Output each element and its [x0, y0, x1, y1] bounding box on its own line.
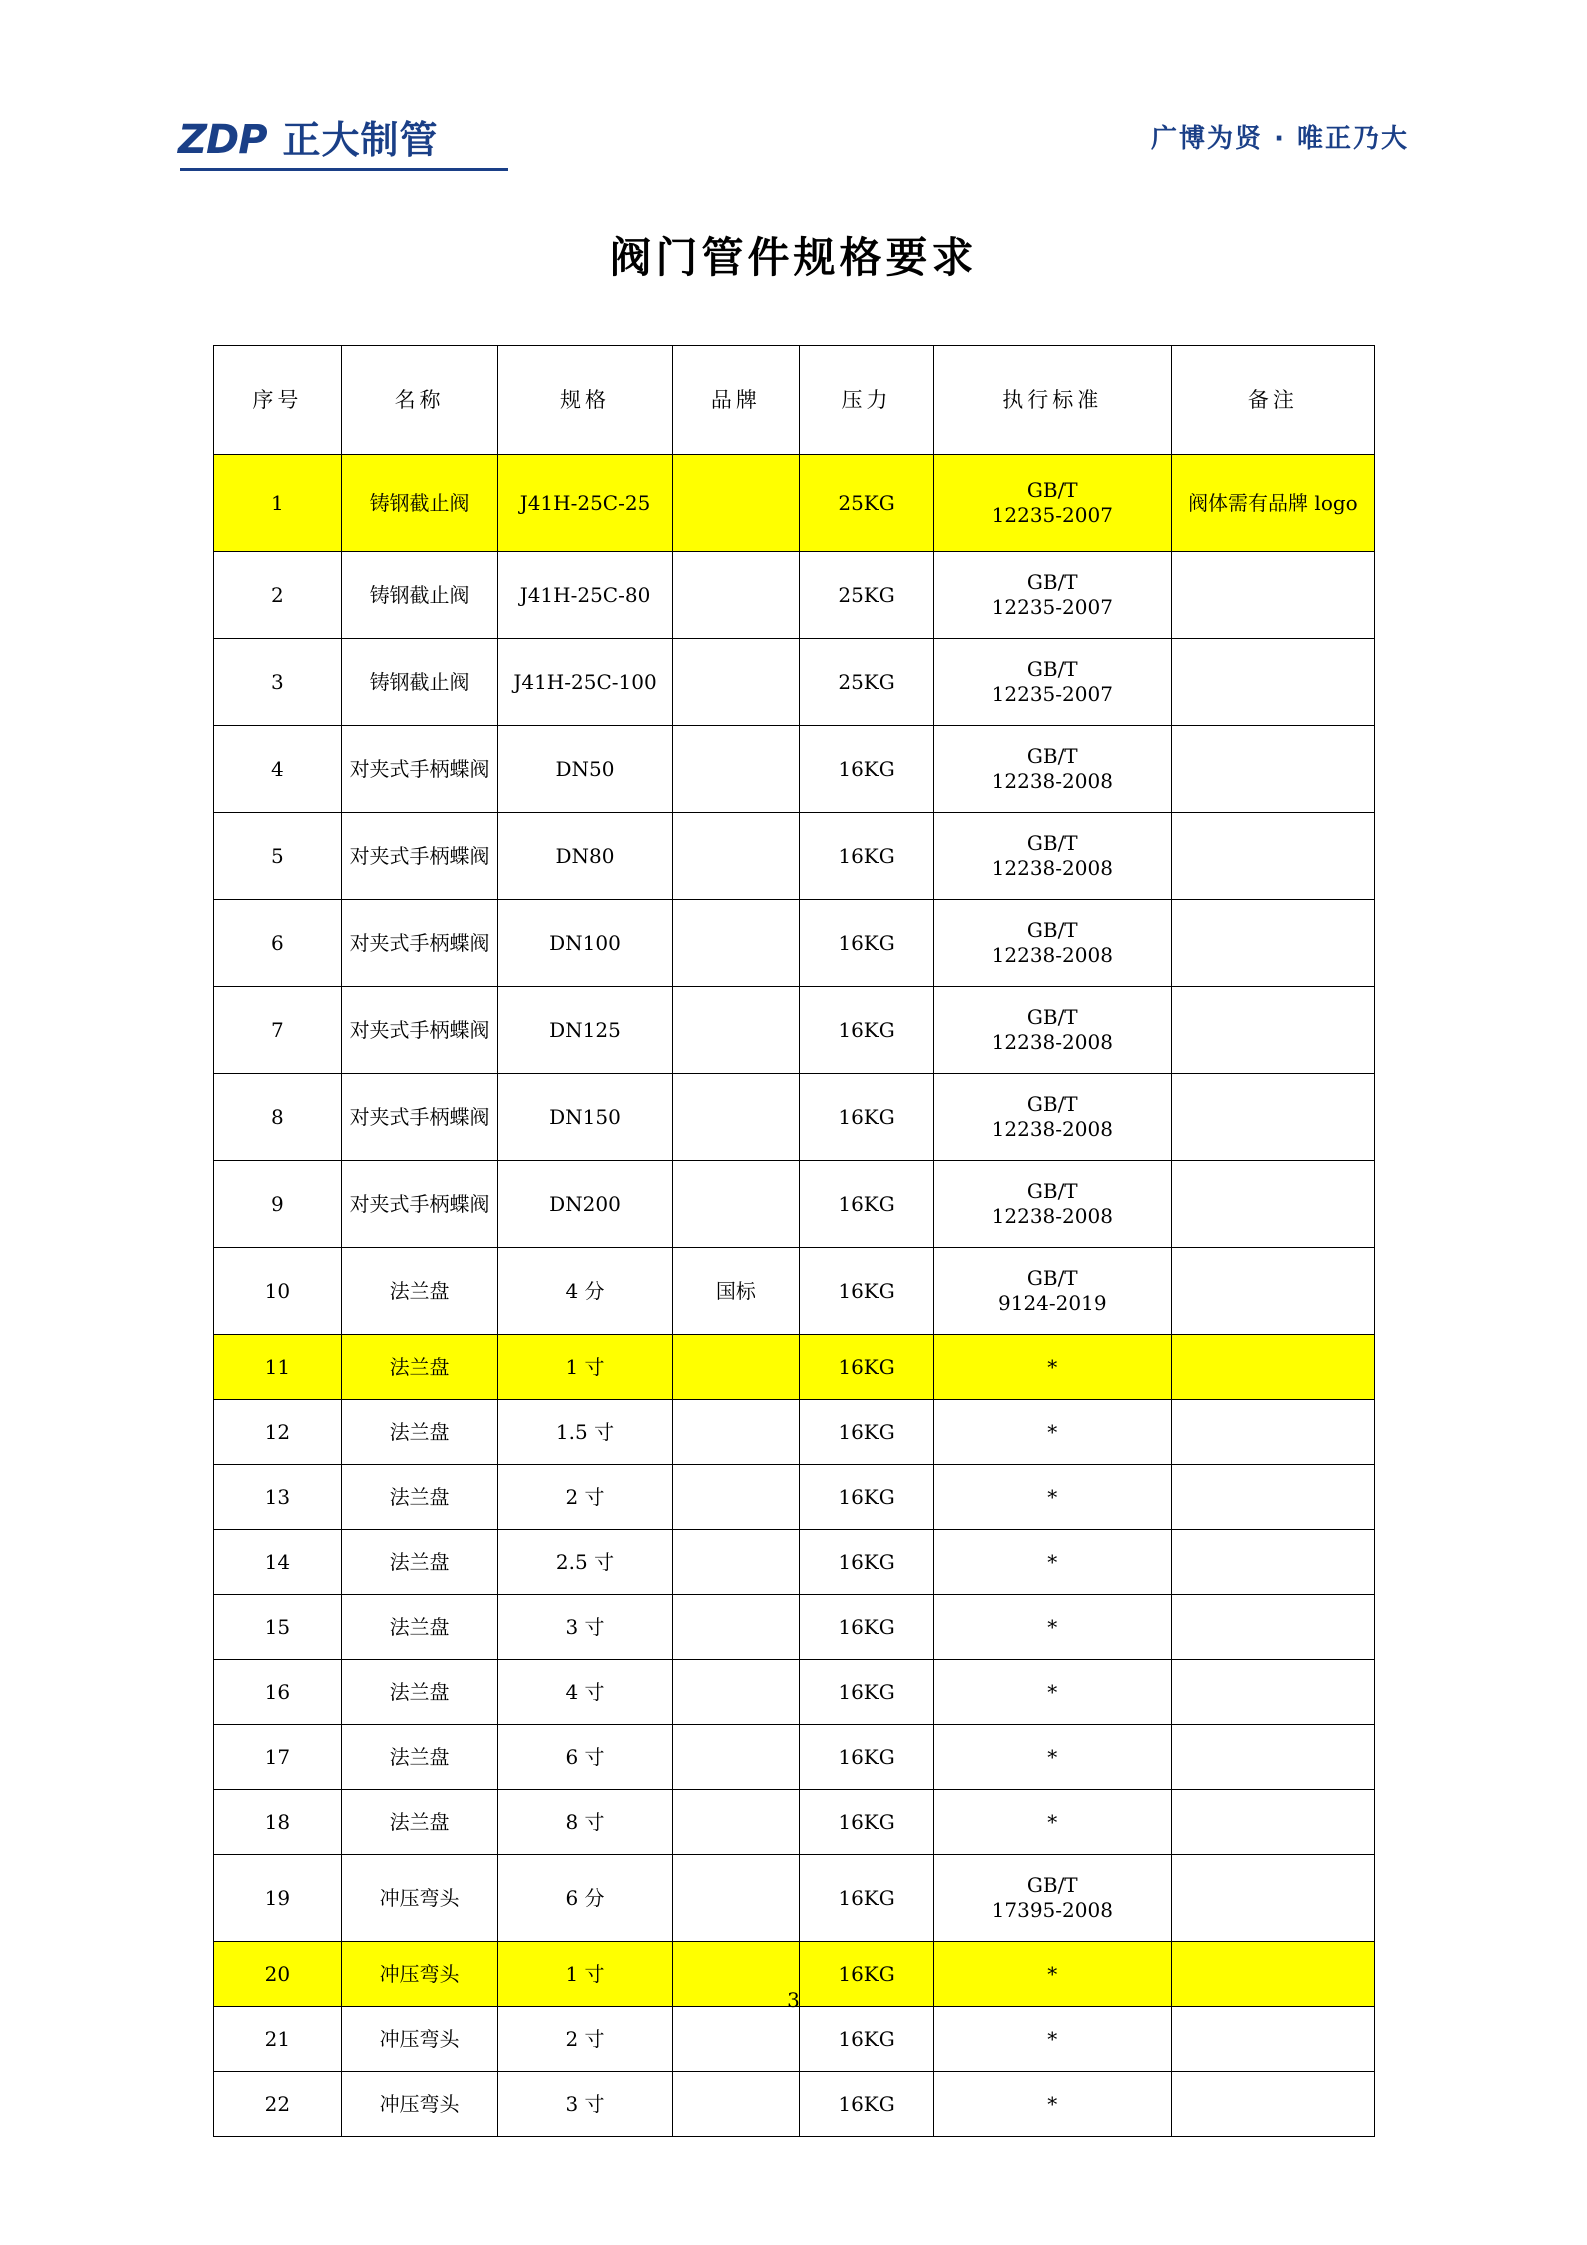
cell-name: 法兰盘: [341, 1530, 498, 1595]
cell-no: 20: [214, 1942, 342, 2007]
cell-name: 冲压弯头: [341, 2072, 498, 2137]
cell-no: 13: [214, 1465, 342, 1530]
table-row: [214, 813, 1375, 900]
table-row: [214, 1465, 1375, 1530]
cell-standard: [933, 1790, 1171, 1855]
cell-brand: [672, 900, 800, 987]
cell-remark: [1171, 1790, 1374, 1855]
cell-spec: DN125: [498, 987, 672, 1074]
table-row: [214, 1074, 1375, 1161]
cell-pressure: 16KG: [800, 1790, 934, 1855]
table-row: [214, 1400, 1375, 1465]
column-header-no: 序号: [214, 346, 342, 455]
header-divider-rule: [180, 168, 508, 171]
standard-line-1: GB/T: [1026, 918, 1078, 942]
cell-remark: [1171, 1400, 1374, 1465]
standard-line-1: *: [1047, 1354, 1058, 1379]
cell-name: 冲压弯头: [341, 2007, 498, 2072]
standard-line-2: 12235-2007: [991, 503, 1113, 527]
cell-standard: [933, 1725, 1171, 1790]
standard-line-1: *: [1047, 1419, 1058, 1444]
cell-spec: 6 分: [498, 1855, 672, 1942]
cell-spec: DN200: [498, 1161, 672, 1248]
cell-no: 18: [214, 1790, 342, 1855]
cell-remark: [1171, 639, 1374, 726]
cell-pressure: 16KG: [800, 1942, 934, 2007]
table-row: [214, 900, 1375, 987]
cell-standard: [933, 726, 1171, 813]
table-row: [214, 1660, 1375, 1725]
standard-line-1: GB/T: [1026, 1266, 1078, 1290]
standard-line-2: 9124-2019: [998, 1291, 1107, 1315]
cell-pressure: 16KG: [800, 1855, 934, 1942]
cell-standard: [933, 1465, 1171, 1530]
cell-brand: [672, 1790, 800, 1855]
cell-spec: DN150: [498, 1074, 672, 1161]
cell-pressure: 16KG: [800, 1161, 934, 1248]
spec-table-body: [214, 455, 1375, 2137]
cell-remark: [1171, 2072, 1374, 2137]
cell-pressure: 16KG: [800, 987, 934, 1074]
cell-remark: [1171, 1074, 1374, 1161]
cell-pressure: 16KG: [800, 726, 934, 813]
cell-no: 14: [214, 1530, 342, 1595]
column-header-brand: 品牌: [672, 346, 800, 455]
standard-line-1: *: [1047, 1961, 1058, 1986]
cell-no: 1: [214, 455, 342, 552]
standard-line-1: *: [1047, 1809, 1058, 1834]
standard-line-2: 12238-2008: [991, 1204, 1113, 1228]
cell-standard: [933, 813, 1171, 900]
cell-remark: [1171, 1248, 1374, 1335]
cell-no: 15: [214, 1595, 342, 1660]
standard-line-1: *: [1047, 1484, 1058, 1509]
standard-line-1: GB/T: [1026, 1005, 1078, 1029]
cell-no: 2: [214, 552, 342, 639]
cell-name: 法兰盘: [341, 1660, 498, 1725]
column-header-pressure: 压力: [800, 346, 934, 455]
cell-brand: [672, 1855, 800, 1942]
cell-brand: [672, 552, 800, 639]
cell-name: 法兰盘: [341, 1248, 498, 1335]
cell-remark: [1171, 726, 1374, 813]
standard-line-1: GB/T: [1026, 1873, 1078, 1897]
page-title: 阀门管件规格要求: [609, 233, 978, 282]
cell-remark: [1171, 552, 1374, 639]
cell-no: 12: [214, 1400, 342, 1465]
company-slogan: 广博为贤 · 唯正乃大: [1151, 124, 1409, 154]
cell-no: 11: [214, 1335, 342, 1400]
standard-line-2: 12238-2008: [991, 769, 1113, 793]
cell-standard: [933, 2072, 1171, 2137]
table-row: [214, 726, 1375, 813]
standard-line-2: 17395-2008: [991, 1898, 1113, 1922]
cell-brand: [672, 1161, 800, 1248]
cell-brand: [672, 2007, 800, 2072]
cell-pressure: 16KG: [800, 1530, 934, 1595]
cell-brand: [672, 639, 800, 726]
standard-line-1: GB/T: [1026, 570, 1078, 594]
cell-standard: [933, 1530, 1171, 1595]
cell-name: 冲压弯头: [341, 1942, 498, 2007]
standard-line-1: GB/T: [1026, 1179, 1078, 1203]
table-row: [214, 1790, 1375, 1855]
table-row: [214, 1855, 1375, 1942]
cell-no: 5: [214, 813, 342, 900]
table-header-row: [214, 346, 1375, 455]
cell-no: 16: [214, 1660, 342, 1725]
cell-spec: 3 寸: [498, 2072, 672, 2137]
cell-no: 17: [214, 1725, 342, 1790]
table-row: [214, 987, 1375, 1074]
cell-name: 法兰盘: [341, 1335, 498, 1400]
cell-spec: 4 寸: [498, 1660, 672, 1725]
standard-line-1: GB/T: [1026, 744, 1078, 768]
document-header: [178, 110, 1409, 180]
cell-brand: [672, 455, 800, 552]
cell-pressure: 16KG: [800, 2072, 934, 2137]
cell-pressure: 16KG: [800, 2007, 934, 2072]
cell-standard: [933, 1161, 1171, 1248]
logo-company-name: 正大制管: [282, 118, 439, 162]
cell-name: 铸钢截止阀: [341, 639, 498, 726]
cell-name: 法兰盘: [341, 1400, 498, 1465]
logo-mark-text: ZDP: [178, 117, 267, 163]
cell-brand: [672, 1400, 800, 1465]
cell-spec: DN100: [498, 900, 672, 987]
cell-pressure: 16KG: [800, 1465, 934, 1530]
cell-pressure: 16KG: [800, 1595, 934, 1660]
cell-spec: 2.5 寸: [498, 1530, 672, 1595]
cell-remark: [1171, 1530, 1374, 1595]
cell-spec: 6 寸: [498, 1725, 672, 1790]
cell-spec: DN80: [498, 813, 672, 900]
cell-brand: [672, 2072, 800, 2137]
cell-remark: [1171, 1660, 1374, 1725]
cell-standard: [933, 1660, 1171, 1725]
cell-pressure: 16KG: [800, 1335, 934, 1400]
cell-brand: [672, 1465, 800, 1530]
cell-remark: [1171, 2007, 1374, 2072]
standard-line-2: 12235-2007: [991, 682, 1113, 706]
cell-remark: [1171, 900, 1374, 987]
cell-no: 7: [214, 987, 342, 1074]
company-logo: [178, 110, 439, 170]
cell-brand: [672, 813, 800, 900]
cell-spec: DN50: [498, 726, 672, 813]
standard-line-1: GB/T: [1026, 478, 1078, 502]
cell-name: 对夹式手柄蝶阀: [341, 813, 498, 900]
standard-line-1: GB/T: [1026, 1092, 1078, 1116]
standard-line-2: 12238-2008: [991, 1117, 1113, 1141]
cell-no: 8: [214, 1074, 342, 1161]
column-header-remark: 备注: [1171, 346, 1374, 455]
cell-no: 19: [214, 1855, 342, 1942]
standard-line-1: GB/T: [1026, 657, 1078, 681]
column-header-standard: 执行标准: [933, 346, 1171, 455]
cell-no: 21: [214, 2007, 342, 2072]
cell-brand: [672, 1074, 800, 1161]
table-row: [214, 1530, 1375, 1595]
table-row: [214, 2007, 1375, 2072]
cell-name: 对夹式手柄蝶阀: [341, 726, 498, 813]
cell-spec: 8 寸: [498, 1790, 672, 1855]
cell-standard: [933, 1335, 1171, 1400]
cell-brand: [672, 1660, 800, 1725]
cell-spec: J41H-25C-100: [498, 639, 672, 726]
cell-pressure: 16KG: [800, 900, 934, 987]
cell-spec: 2 寸: [498, 1465, 672, 1530]
cell-no: 9: [214, 1161, 342, 1248]
cell-no: 6: [214, 900, 342, 987]
cell-spec: 3 寸: [498, 1595, 672, 1660]
cell-pressure: 16KG: [800, 1400, 934, 1465]
cell-remark: [1171, 1161, 1374, 1248]
page-number: 3: [787, 1988, 800, 2012]
cell-pressure: 25KG: [800, 639, 934, 726]
cell-remark: [1171, 813, 1374, 900]
cell-pressure: 16KG: [800, 813, 934, 900]
spec-table-container: [213, 345, 1375, 2137]
cell-pressure: 16KG: [800, 1074, 934, 1161]
standard-line-2: 12235-2007: [991, 595, 1113, 619]
cell-brand: [672, 1725, 800, 1790]
cell-remark: [1171, 1855, 1374, 1942]
cell-pressure: 25KG: [800, 552, 934, 639]
cell-name: 对夹式手柄蝶阀: [341, 987, 498, 1074]
standard-line-2: 12238-2008: [991, 943, 1113, 967]
standard-line-1: *: [1047, 1744, 1058, 1769]
cell-name: 法兰盘: [341, 1725, 498, 1790]
cell-spec: 4 分: [498, 1248, 672, 1335]
table-row: [214, 455, 1375, 552]
cell-standard: [933, 2007, 1171, 2072]
cell-name: 对夹式手柄蝶阀: [341, 1161, 498, 1248]
standard-line-2: 12238-2008: [991, 1030, 1113, 1054]
spec-table-head: [214, 346, 1375, 455]
cell-name: 对夹式手柄蝶阀: [341, 1074, 498, 1161]
cell-brand: [672, 1335, 800, 1400]
standard-line-1: *: [1047, 2026, 1058, 2051]
cell-no: 10: [214, 1248, 342, 1335]
cell-standard: [933, 455, 1171, 552]
cell-pressure: 16KG: [800, 1248, 934, 1335]
cell-spec: 2 寸: [498, 2007, 672, 2072]
column-header-spec: 规格: [498, 346, 672, 455]
cell-brand: 国标: [672, 1248, 800, 1335]
cell-brand: [672, 726, 800, 813]
standard-line-1: GB/T: [1026, 831, 1078, 855]
table-row: [214, 2072, 1375, 2137]
cell-remark: [1171, 987, 1374, 1074]
cell-standard: [933, 900, 1171, 987]
cell-no: 4: [214, 726, 342, 813]
cell-spec: J41H-25C-80: [498, 552, 672, 639]
cell-spec: 1 寸: [498, 1335, 672, 1400]
cell-pressure: 16KG: [800, 1725, 934, 1790]
table-row: [214, 552, 1375, 639]
cell-spec: J41H-25C-25: [498, 455, 672, 552]
cell-pressure: 16KG: [800, 1660, 934, 1725]
standard-line-1: *: [1047, 1549, 1058, 1574]
cell-no: 3: [214, 639, 342, 726]
column-header-name: 名称: [341, 346, 498, 455]
cell-brand: [672, 987, 800, 1074]
cell-brand: [672, 1530, 800, 1595]
cell-remark: [1171, 1335, 1374, 1400]
table-row: [214, 1161, 1375, 1248]
cell-brand: [672, 1595, 800, 1660]
standard-line-1: *: [1047, 1614, 1058, 1639]
cell-name: 对夹式手柄蝶阀: [341, 900, 498, 987]
cell-standard: [933, 1855, 1171, 1942]
cell-remark: [1171, 1465, 1374, 1530]
cell-standard: [933, 1595, 1171, 1660]
cell-standard: [933, 1248, 1171, 1335]
cell-remark: [1171, 1595, 1374, 1660]
cell-remark: [1171, 1725, 1374, 1790]
standard-line-1: *: [1047, 2091, 1058, 2116]
table-row: [214, 1595, 1375, 1660]
cell-standard: [933, 552, 1171, 639]
cell-remark: 阀体需有品牌 logo: [1171, 455, 1374, 552]
cell-pressure: 25KG: [800, 455, 934, 552]
cell-name: 法兰盘: [341, 1465, 498, 1530]
cell-name: 法兰盘: [341, 1595, 498, 1660]
table-row: [214, 1335, 1375, 1400]
standard-line-1: *: [1047, 1679, 1058, 1704]
cell-name: 铸钢截止阀: [341, 455, 498, 552]
cell-spec: 1 寸: [498, 1942, 672, 2007]
cell-name: 冲压弯头: [341, 1855, 498, 1942]
cell-name: 铸钢截止阀: [341, 552, 498, 639]
table-row: [214, 1248, 1375, 1335]
table-row: [214, 639, 1375, 726]
cell-standard: [933, 639, 1171, 726]
table-row: [214, 1725, 1375, 1790]
cell-standard: [933, 987, 1171, 1074]
standard-line-2: 12238-2008: [991, 856, 1113, 880]
cell-standard: [933, 1074, 1171, 1161]
cell-spec: 1.5 寸: [498, 1400, 672, 1465]
cell-standard: [933, 1400, 1171, 1465]
cell-name: 法兰盘: [341, 1790, 498, 1855]
cell-no: 22: [214, 2072, 342, 2137]
spec-table: [213, 345, 1375, 2137]
